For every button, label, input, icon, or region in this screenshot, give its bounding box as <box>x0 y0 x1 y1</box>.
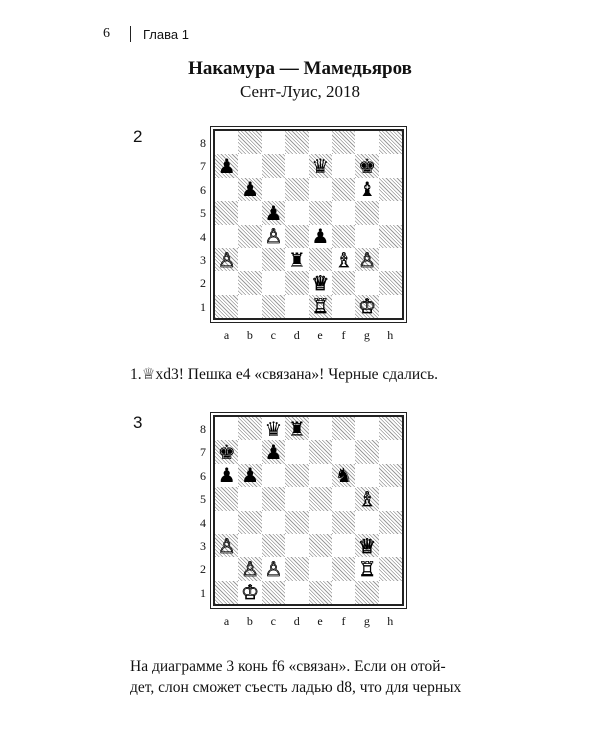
square-c6 <box>262 464 285 487</box>
square-a2 <box>215 271 238 294</box>
square-e4 <box>309 511 332 534</box>
square-g7 <box>355 154 378 177</box>
file-label-f: f <box>341 614 346 629</box>
square-g5 <box>355 487 378 510</box>
square-c5 <box>262 487 285 510</box>
square-f6 <box>332 464 355 487</box>
square-g4 <box>355 511 378 534</box>
square-d6 <box>285 464 308 487</box>
square-c8 <box>262 131 285 154</box>
move-annotation: 1.♕xd3! Пешка е4 «связана»! Черные сдались. <box>130 366 439 383</box>
square-a3 <box>215 534 238 557</box>
piece-e7: ♛ <box>311 154 330 179</box>
square-e2 <box>309 271 332 294</box>
square-a1 <box>215 295 238 318</box>
square-b8 <box>238 417 261 440</box>
square-c5 <box>262 201 285 224</box>
rank-label-2: 2 <box>200 562 206 577</box>
square-h2 <box>379 271 402 294</box>
file-label-h: h <box>387 614 394 629</box>
rank-label-5: 5 <box>200 206 206 221</box>
square-a3 <box>215 248 238 271</box>
square-g3 <box>355 248 378 271</box>
square-g6 <box>355 178 378 201</box>
square-h7 <box>379 440 402 463</box>
square-f4 <box>332 511 355 534</box>
square-f2 <box>332 557 355 580</box>
square-e4 <box>309 225 332 248</box>
square-f3 <box>332 248 355 271</box>
square-f4 <box>332 225 355 248</box>
square-g3 <box>355 534 378 557</box>
square-h3 <box>379 534 402 557</box>
square-g5 <box>355 201 378 224</box>
square-c2 <box>262 557 285 580</box>
square-h4 <box>379 225 402 248</box>
square-d8 <box>285 417 308 440</box>
square-a1 <box>215 581 238 604</box>
square-f8 <box>332 417 355 440</box>
page-header <box>103 26 189 42</box>
file-label-c: c <box>270 614 276 629</box>
square-b4 <box>238 511 261 534</box>
square-f1 <box>332 295 355 318</box>
game-event: Сент-Луис, 2018 <box>239 82 361 101</box>
square-f2 <box>332 271 355 294</box>
square-g4 <box>355 225 378 248</box>
square-c3 <box>262 534 285 557</box>
rank-label-4: 4 <box>200 229 206 244</box>
rank-label-8: 8 <box>200 136 206 150</box>
piece-g3: ♙ <box>358 247 377 272</box>
square-g6 <box>355 464 378 487</box>
piece-g1: ♔ <box>358 294 377 319</box>
square-e1 <box>309 581 332 604</box>
square-d1 <box>285 295 308 318</box>
paragraph-line-2: дет, слон сможет съесть ладью d8, что для черных <box>130 679 462 696</box>
file-label-c: c <box>270 328 276 343</box>
piece-c5: ♟ <box>264 200 283 225</box>
square-b4 <box>238 225 261 248</box>
square-a6 <box>215 178 238 201</box>
square-a7 <box>215 440 238 463</box>
square-d6 <box>285 178 308 201</box>
chapter-title: Глава 1 <box>143 26 189 42</box>
piece-a3: ♙ <box>217 533 236 558</box>
square-c4 <box>262 225 285 248</box>
piece-f3: ♗ <box>334 247 353 272</box>
square-g7 <box>355 440 378 463</box>
square-d8 <box>285 131 308 154</box>
square-f8 <box>332 131 355 154</box>
rank-label-3: 3 <box>200 539 206 553</box>
square-c1 <box>262 295 285 318</box>
rank-label-2: 2 <box>200 276 206 291</box>
square-a4 <box>215 511 238 534</box>
file-label-a: a <box>223 614 230 629</box>
rank-label-8: 8 <box>200 422 206 436</box>
rank-label-7: 7 <box>200 445 206 460</box>
square-h5 <box>379 487 402 510</box>
piece-e4: ♟ <box>311 224 330 249</box>
piece-d8: ♜ <box>287 416 306 441</box>
file-label-f: f <box>341 328 346 343</box>
piece-c2: ♙ <box>264 557 283 582</box>
square-d3 <box>285 248 308 271</box>
square-b1 <box>238 295 261 318</box>
square-c2 <box>262 271 285 294</box>
square-f6 <box>332 178 355 201</box>
square-b6 <box>238 178 261 201</box>
square-d1 <box>285 581 308 604</box>
square-c6 <box>262 178 285 201</box>
square-e5 <box>309 487 332 510</box>
square-b2 <box>238 271 261 294</box>
piece-b1: ♔ <box>241 580 260 605</box>
square-c3 <box>262 248 285 271</box>
rank-label-6: 6 <box>200 468 206 483</box>
body-paragraph <box>130 656 490 698</box>
file-label-b: b <box>246 614 253 629</box>
square-b7 <box>238 154 261 177</box>
square-e2 <box>309 557 332 580</box>
square-d7 <box>285 154 308 177</box>
piece-c4: ♙ <box>264 224 283 249</box>
square-c4 <box>262 511 285 534</box>
square-f3 <box>332 534 355 557</box>
square-f7 <box>332 154 355 177</box>
square-a2 <box>215 557 238 580</box>
square-h6 <box>379 178 402 201</box>
piece-b2: ♙ <box>241 557 260 582</box>
game-title: Накамура — Мамедьяров <box>188 58 412 79</box>
file-label-g: g <box>363 328 370 343</box>
square-h8 <box>379 417 402 440</box>
square-h1 <box>379 581 402 604</box>
file-label-e: e <box>317 614 323 629</box>
page-number: 6 <box>103 26 110 41</box>
square-h7 <box>379 154 402 177</box>
square-h1 <box>379 295 402 318</box>
square-h3 <box>379 248 402 271</box>
square-e3 <box>309 248 332 271</box>
square-d5 <box>285 487 308 510</box>
piece-d3: ♜ <box>287 247 306 272</box>
square-f5 <box>332 487 355 510</box>
file-label-a: a <box>223 328 230 343</box>
piece-a3: ♙ <box>217 247 236 272</box>
square-a8 <box>215 131 238 154</box>
square-g1 <box>355 295 378 318</box>
square-g8 <box>355 131 378 154</box>
square-e6 <box>309 464 332 487</box>
square-g1 <box>355 581 378 604</box>
piece-g5: ♗ <box>358 486 377 511</box>
square-a4 <box>215 225 238 248</box>
square-h6 <box>379 464 402 487</box>
square-b3 <box>238 248 261 271</box>
rank-label-5: 5 <box>200 492 206 507</box>
square-d4 <box>285 511 308 534</box>
square-b6 <box>238 464 261 487</box>
file-label-h: h <box>387 328 394 343</box>
piece-c8: ♛ <box>264 416 283 441</box>
square-f7 <box>332 440 355 463</box>
square-h2 <box>379 557 402 580</box>
square-c1 <box>262 581 285 604</box>
square-a5 <box>215 201 238 224</box>
rank-label-7: 7 <box>200 159 206 174</box>
square-c8 <box>262 417 285 440</box>
square-b8 <box>238 131 261 154</box>
square-d7 <box>285 440 308 463</box>
piece-g6: ♝ <box>358 177 377 202</box>
square-c7 <box>262 440 285 463</box>
piece-c7: ♟ <box>264 440 283 465</box>
square-e3 <box>309 534 332 557</box>
file-label-b: b <box>246 328 253 343</box>
piece-a7: ♟ <box>217 154 236 179</box>
square-h8 <box>379 131 402 154</box>
square-e1 <box>309 295 332 318</box>
paragraph-line-1: На диаграмме 3 конь f6 «связан». Если он отой- <box>130 658 446 675</box>
diagram-number-2: 2 <box>133 127 143 146</box>
square-e6 <box>309 178 332 201</box>
file-label-d: d <box>293 328 300 343</box>
piece-g3: ♕ <box>358 533 377 558</box>
piece-a6: ♟ <box>217 463 236 488</box>
square-b5 <box>238 201 261 224</box>
file-label-g: g <box>363 614 370 629</box>
piece-b6: ♟ <box>241 177 260 202</box>
piece-f6: ♞ <box>334 463 353 488</box>
square-a6 <box>215 464 238 487</box>
chess-board-diagram-3 <box>213 415 404 606</box>
square-e5 <box>309 201 332 224</box>
square-b3 <box>238 534 261 557</box>
piece-e2: ♕ <box>311 271 330 296</box>
square-b7 <box>238 440 261 463</box>
chess-board-diagram-2 <box>213 129 404 320</box>
square-a5 <box>215 487 238 510</box>
rank-label-1: 1 <box>200 585 206 600</box>
square-e8 <box>309 131 332 154</box>
square-f5 <box>332 201 355 224</box>
rank-label-1: 1 <box>200 299 206 314</box>
square-e7 <box>309 440 332 463</box>
square-d2 <box>285 557 308 580</box>
square-b1 <box>238 581 261 604</box>
square-h5 <box>379 201 402 224</box>
square-f1 <box>332 581 355 604</box>
square-g2 <box>355 271 378 294</box>
file-label-d: d <box>293 614 300 629</box>
square-e8 <box>309 417 332 440</box>
diagram-number-3: 3 <box>133 413 143 432</box>
piece-e1: ♖ <box>311 294 330 319</box>
square-d5 <box>285 201 308 224</box>
square-d4 <box>285 225 308 248</box>
piece-g7: ♚ <box>358 154 377 179</box>
square-c7 <box>262 154 285 177</box>
square-d3 <box>285 534 308 557</box>
square-d2 <box>285 271 308 294</box>
piece-g2: ♖ <box>358 557 377 582</box>
piece-b6: ♟ <box>241 463 260 488</box>
header-divider <box>130 26 131 42</box>
piece-a7: ♚ <box>217 440 236 465</box>
square-g2 <box>355 557 378 580</box>
rank-label-4: 4 <box>200 515 206 530</box>
square-b5 <box>238 487 261 510</box>
square-h4 <box>379 511 402 534</box>
rank-label-6: 6 <box>200 182 206 197</box>
square-e7 <box>309 154 332 177</box>
rank-label-3: 3 <box>200 253 206 267</box>
file-label-e: e <box>317 328 323 343</box>
square-a7 <box>215 154 238 177</box>
square-b2 <box>238 557 261 580</box>
square-g8 <box>355 417 378 440</box>
square-a8 <box>215 417 238 440</box>
